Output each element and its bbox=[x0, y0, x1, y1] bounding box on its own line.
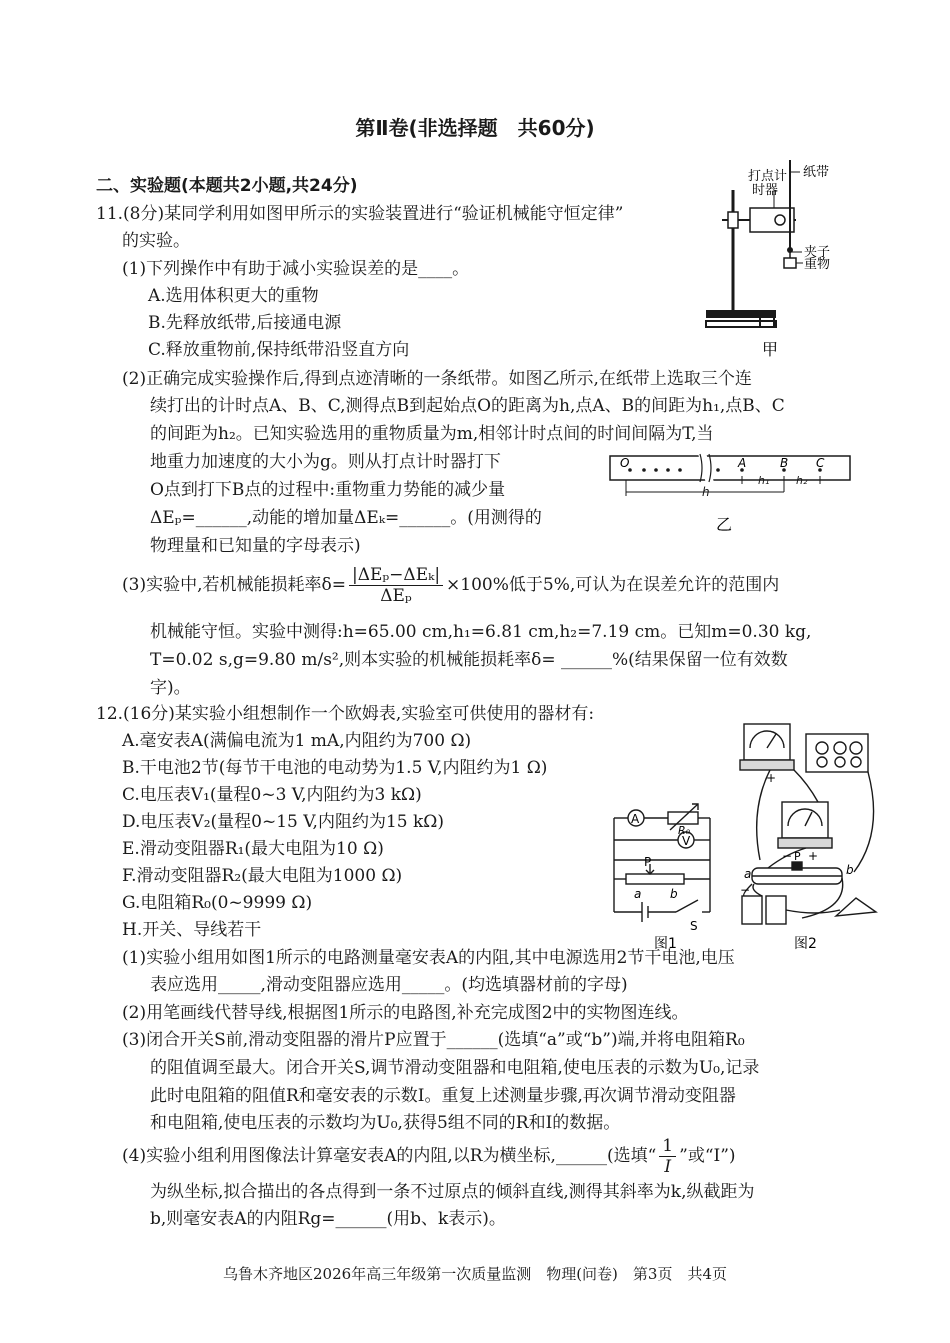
page-footer: 乌鲁木齐地区2026年高三年级第一次质量监测 物理(问卷) 第3页 共4页 bbox=[223, 1265, 727, 1283]
q12-item-d: D.电压表V₂(量程0~15 V,内阻约为15 kΩ) bbox=[122, 812, 445, 832]
loss-rate-fraction bbox=[349, 565, 443, 606]
q12-line: 的阻值调至最大。闭合开关S,调节滑动变阻器和电阻箱,使电压表的示数为U₀,记录 bbox=[150, 1058, 760, 1078]
q12-line: (1)实验小组用如图1所示的电路测量毫安表A的内阻,其中电源选用2节干电池,电压 bbox=[122, 948, 735, 968]
q11-part3-prefix: (3)实验中,若机械能损耗率δ= bbox=[122, 575, 346, 595]
q12-item-c: C.电压表V₁(量程0~3 V,内阻约为3 kΩ) bbox=[122, 785, 422, 805]
point-o: O bbox=[620, 456, 630, 470]
timer-label-2: 时器 bbox=[752, 183, 779, 198]
q11-option-b: B.先释放纸带,后接通电源 bbox=[148, 313, 342, 333]
q12-item-h: H.开关、导线若干 bbox=[122, 920, 262, 940]
meter2-plus: + bbox=[808, 849, 819, 863]
q11-part3 bbox=[122, 560, 779, 610]
q12-line: 表应选用_____,滑动变阻器应选用_____。(均选填器材前的字母) bbox=[150, 975, 628, 995]
h1-label: h₁ bbox=[758, 474, 770, 487]
q11-line: 的实验。 bbox=[122, 231, 190, 251]
terminal-b-label: b bbox=[846, 863, 854, 877]
q12-line: 此时电阻箱的阻值R和毫安表的示数I。重复上述测量步骤,再次调节滑动变阻器 bbox=[150, 1086, 736, 1106]
battery-minus: − bbox=[740, 883, 751, 897]
q11-line: 物理量和已知量的字母表示) bbox=[150, 536, 361, 556]
figure-2-label: 图2 bbox=[794, 936, 817, 952]
tape-label: 纸带 bbox=[803, 165, 830, 180]
q11-option-a: A.选用体积更大的重物 bbox=[148, 286, 319, 306]
ammeter-label: A bbox=[631, 812, 640, 826]
fraction-numerator: 1 bbox=[659, 1136, 676, 1157]
q11-line: T=0.02 s,g=9.80 m/s²,则本实验的机械能损耗率δ= ______%(结果保留一位有效数 bbox=[150, 650, 788, 670]
q12-line: (2)用笔画线代替导线,根据图1所示的电路图,补充完成图2中的实物图连线。 bbox=[122, 1003, 689, 1023]
q11-line: 的间距为h₂。已知实验选用的重物质量为m,相邻计时点间的时间间隔为T,当 bbox=[150, 424, 714, 444]
figure-yi-label: 乙 bbox=[716, 515, 733, 534]
h2-label: h₂ bbox=[796, 474, 808, 487]
fraction-denominator: I bbox=[664, 1157, 672, 1177]
r0-label: R₀ bbox=[678, 824, 691, 837]
fraction-denominator: ΔEₚ bbox=[380, 586, 412, 606]
figure-1-circuit bbox=[606, 800, 726, 950]
q12-line: 和电阻箱,使电压表的示数均为U₀,获得5组不同的R和I的数据。 bbox=[150, 1113, 621, 1133]
q12-item-a: A.毫安表A(满偏电流为1 mA,内阻约为700 Ω) bbox=[122, 731, 472, 751]
terminal-a-label: a bbox=[634, 887, 642, 901]
q11-option-c: C.释放重物前,保持纸带沿竖直方向 bbox=[148, 340, 410, 360]
slider-p-label: P bbox=[794, 850, 801, 863]
q12-part4 bbox=[122, 1133, 736, 1179]
terminal-b-label: b bbox=[670, 887, 678, 901]
q12-line: b,则毫安表A的内阻Rg=______(用b、k表示)。 bbox=[150, 1209, 506, 1229]
clip-label: 夹子 bbox=[804, 245, 831, 260]
q12-part4-prefix: (4)实验小组利用图像法计算毫安表A的内阻,以R为横坐标,______(选填“ bbox=[122, 1146, 657, 1166]
q12-item-b: B.干电池2节(每节干电池的电动势为1.5 V,内阻约为1 Ω) bbox=[122, 758, 548, 778]
q12-line: (3)闭合开关S前,滑动变阻器的滑片P应置于______(选填“a”或“b”)端,并将电阻箱R₀ bbox=[122, 1030, 745, 1050]
switch-s-label: S bbox=[690, 919, 698, 933]
q11-line: ΔEₚ=______,动能的增加量ΔEₖ=______。(用测得的 bbox=[150, 508, 542, 528]
q11-part3-suffix: ×100%低于5%,可认为在误差允许的范围内 bbox=[446, 575, 780, 595]
point-c: C bbox=[816, 456, 825, 470]
q12-item-g: G.电阻箱R₀(0~9999 Ω) bbox=[122, 893, 313, 913]
meter2-minus: − bbox=[782, 849, 793, 863]
q11-line: 字)。 bbox=[150, 678, 191, 698]
point-a: A bbox=[738, 456, 747, 470]
q11-line: 地重力加速度的大小为g。则从打点计时器打下 bbox=[150, 452, 501, 472]
q11-line: 机械能守恒。实验中测得:h=65.00 cm,h₁=6.81 cm,h₂=7.19 cm。已知m=0.30 kg, bbox=[150, 622, 812, 642]
point-b: B bbox=[780, 456, 789, 470]
q12-line: 12.(16分)某实验小组想制作一个欧姆表,实验室可供使用的器材有: bbox=[96, 704, 595, 724]
q11-line: (1)下列操作中有助于减小实验误差的是____。 bbox=[122, 259, 470, 279]
weight-label: 重物 bbox=[804, 257, 831, 272]
one-over-i-fraction bbox=[659, 1136, 676, 1177]
q12-line: 为纵坐标,拟合描出的各点得到一条不过原点的倾斜直线,测得其斜率为k,纵截距为 bbox=[150, 1182, 755, 1202]
section-header: 二、实验题(本题共2小题,共24分) bbox=[96, 176, 358, 196]
q11-line: 11.(8分)某同学利用如图甲所示的实验装置进行“验证机械能守恒定律” bbox=[96, 204, 624, 224]
figure-jia-label: 甲 bbox=[762, 340, 779, 359]
q12-item-f: F.滑动变阻器R₂(最大电阻为1000 Ω) bbox=[122, 866, 403, 886]
q12-item-e: E.滑动变阻器R₁(最大电阻为10 Ω) bbox=[122, 839, 384, 859]
q11-line: (2)正确完成实验操作后,得到点迹清晰的一条纸带。如图乙所示,在纸带上选取三个连 bbox=[122, 369, 752, 389]
terminal-a-label: a bbox=[744, 867, 752, 881]
slider-p-label: P bbox=[644, 855, 652, 869]
figure-1-label: 图1 bbox=[654, 936, 677, 950]
voltmeter-label: V bbox=[682, 834, 691, 848]
q11-line: O点到打下B点的过程中:重物重力势能的减少量 bbox=[150, 480, 506, 500]
figure-2-apparatus bbox=[732, 718, 882, 953]
section-title: 第Ⅱ卷(非选择题 共60分) bbox=[355, 116, 595, 140]
q12-part4-suffix: ”或“I”) bbox=[679, 1146, 736, 1166]
figure-jia bbox=[700, 150, 860, 360]
fraction-numerator: |ΔEₚ−ΔEₖ| bbox=[349, 565, 443, 586]
meter1-plus: + bbox=[766, 771, 777, 785]
timer-label-1: 打点计 bbox=[748, 169, 788, 184]
h-label: h bbox=[702, 485, 710, 499]
figure-yi bbox=[606, 448, 856, 536]
q11-line: 续打出的计时点A、B、C,测得点B到起始点O的距离为h,点A、B的间距为h₁,点B、C bbox=[150, 396, 785, 416]
